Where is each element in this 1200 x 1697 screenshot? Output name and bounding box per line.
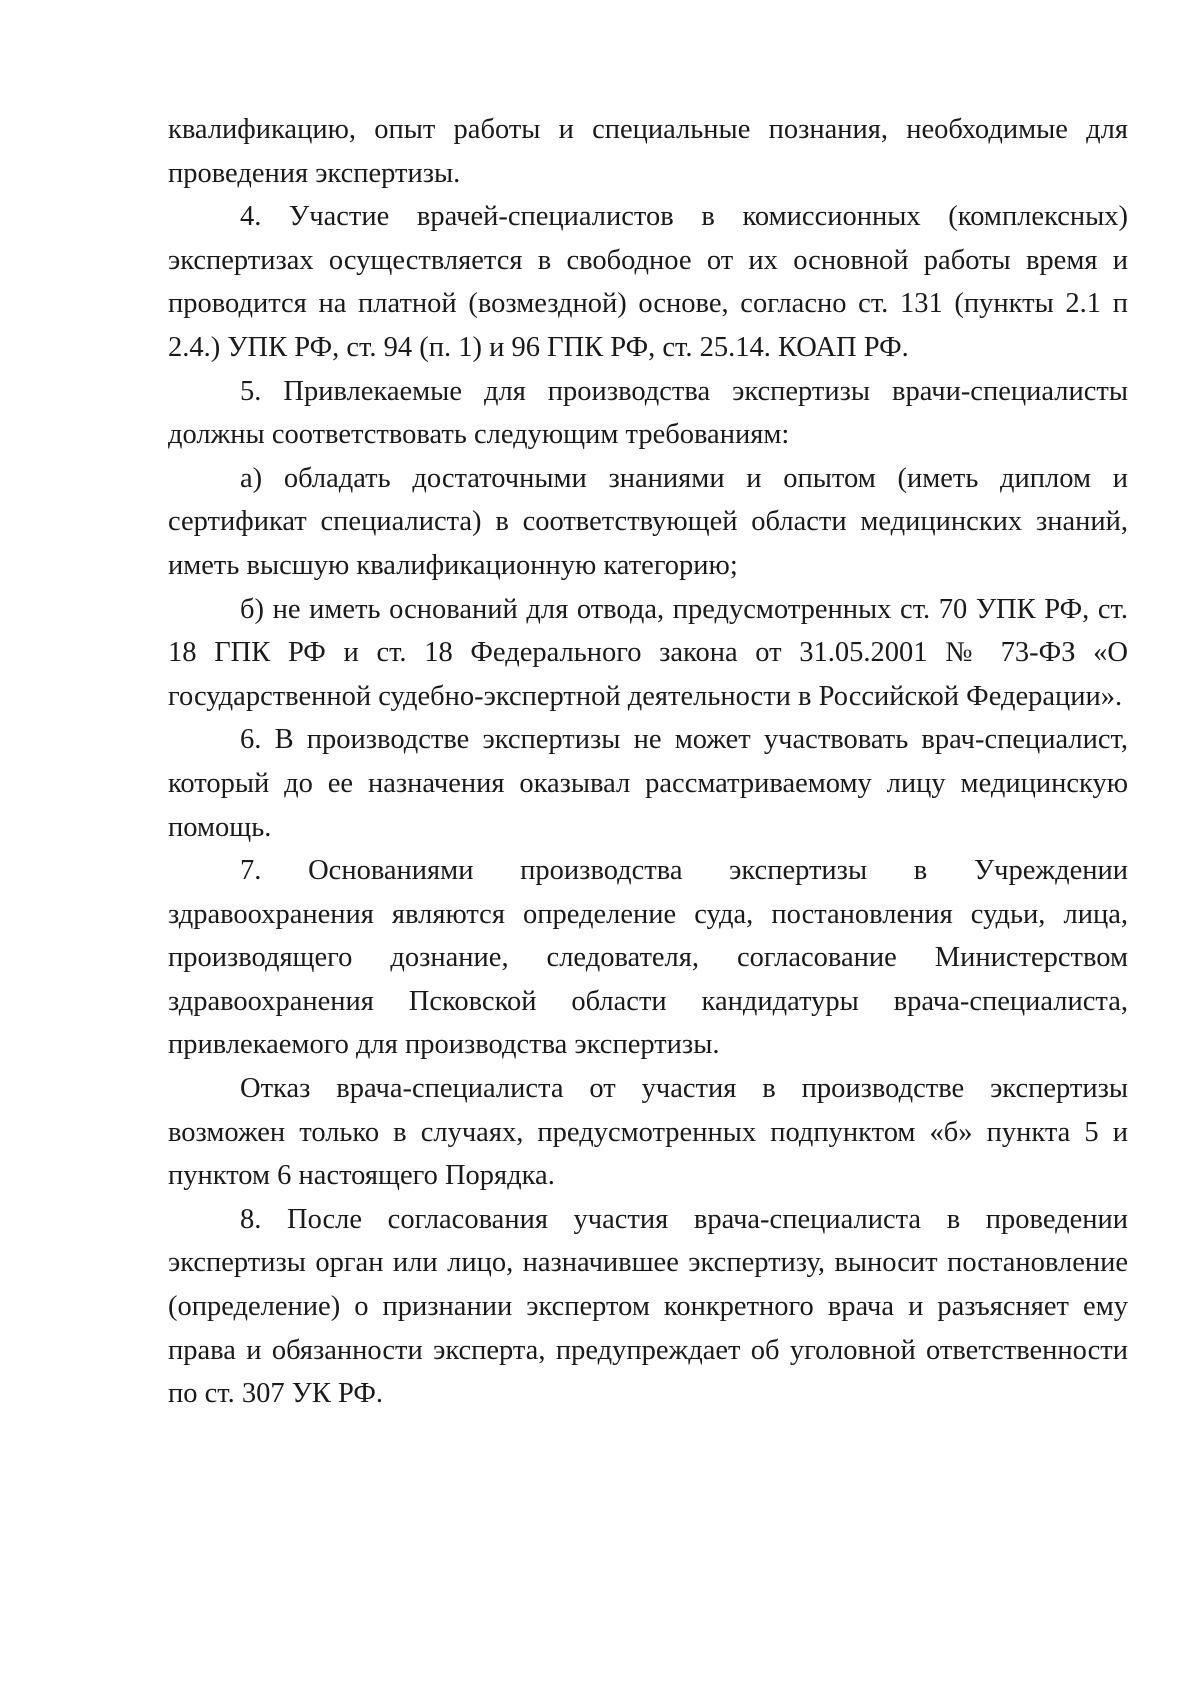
- paragraph-5-requirements: 5. Привлекаемые для производства экспертизы врачи-специалисты должны соответствовать следующим требованиям:: [168, 375, 1128, 451]
- paragraph-6-exclusion: 6. В производстве экспертизы не может участвовать врач-специалист, который до ее назначения оказывал рассматриваемому лицу медицинскую помощь.: [168, 724, 1128, 843]
- paragraph-5b-no-grounds: б) не иметь оснований для отвода, предусмотренных ст. 70 УПК РФ, ст. 18 ГПК РФ и ст. 18 Федерального закона от 31.05.2001 № 73-ФЗ «О государственной судебно-экспертной деятельности в Российской Федерации».: [168, 593, 1128, 712]
- paragraph-5a-knowledge: а) обладать достаточными знаниями и опытом (иметь диплом и сертификат специалиста) в соответствующей области медицинских знаний, иметь высшую квалификационную категорию;: [168, 462, 1128, 581]
- paragraph-7-refusal: Отказ врача-специалиста от участия в производстве экспертизы возможен только в случаях, предусмотренных подпунктом «б» пункта 5 и пунктом 6 настоящего Порядка.: [168, 1073, 1128, 1192]
- document-body: [168, 108, 1128, 1416]
- paragraph-8-appointment: 8. После согласования участия врача-специалиста в проведении экспертизы орган или лицо, назначившее экспертизу, выносит постановление (определение) о признании экспертом конкретного врача и разъясняет ему права и обязанности эксперта, предупреждает об уголовной ответственности по ст. 307 УК РФ.: [168, 1203, 1128, 1410]
- paragraph-3-continuation: квалификацию, опыт работы и специальные познания, необходимые для проведения экспертизы.: [168, 114, 1128, 189]
- paragraph-4-participation: 4. Участие врачей-специалистов в комиссионных (комплексных) экспертизах осуществляется в свободное от их основной работы время и проводится на платной (возмездной) основе, согласно ст. 131 (пункты 2.1 п 2.4.) УПК РФ, ст. 94 (п. 1) и 96 ГПК РФ, ст. 25.14. КОАП РФ.: [168, 201, 1128, 363]
- paragraph-7-grounds: 7. Основаниями производства экспертизы в Учреждении здравоохранения являются определение суда, постановления судьи, лица, производящего дознание, следователя, согласование Министерством здравоохранения Псковской области кандидатуры врача-специалиста, привлекаемого для производства экспертизы.: [168, 855, 1128, 1061]
